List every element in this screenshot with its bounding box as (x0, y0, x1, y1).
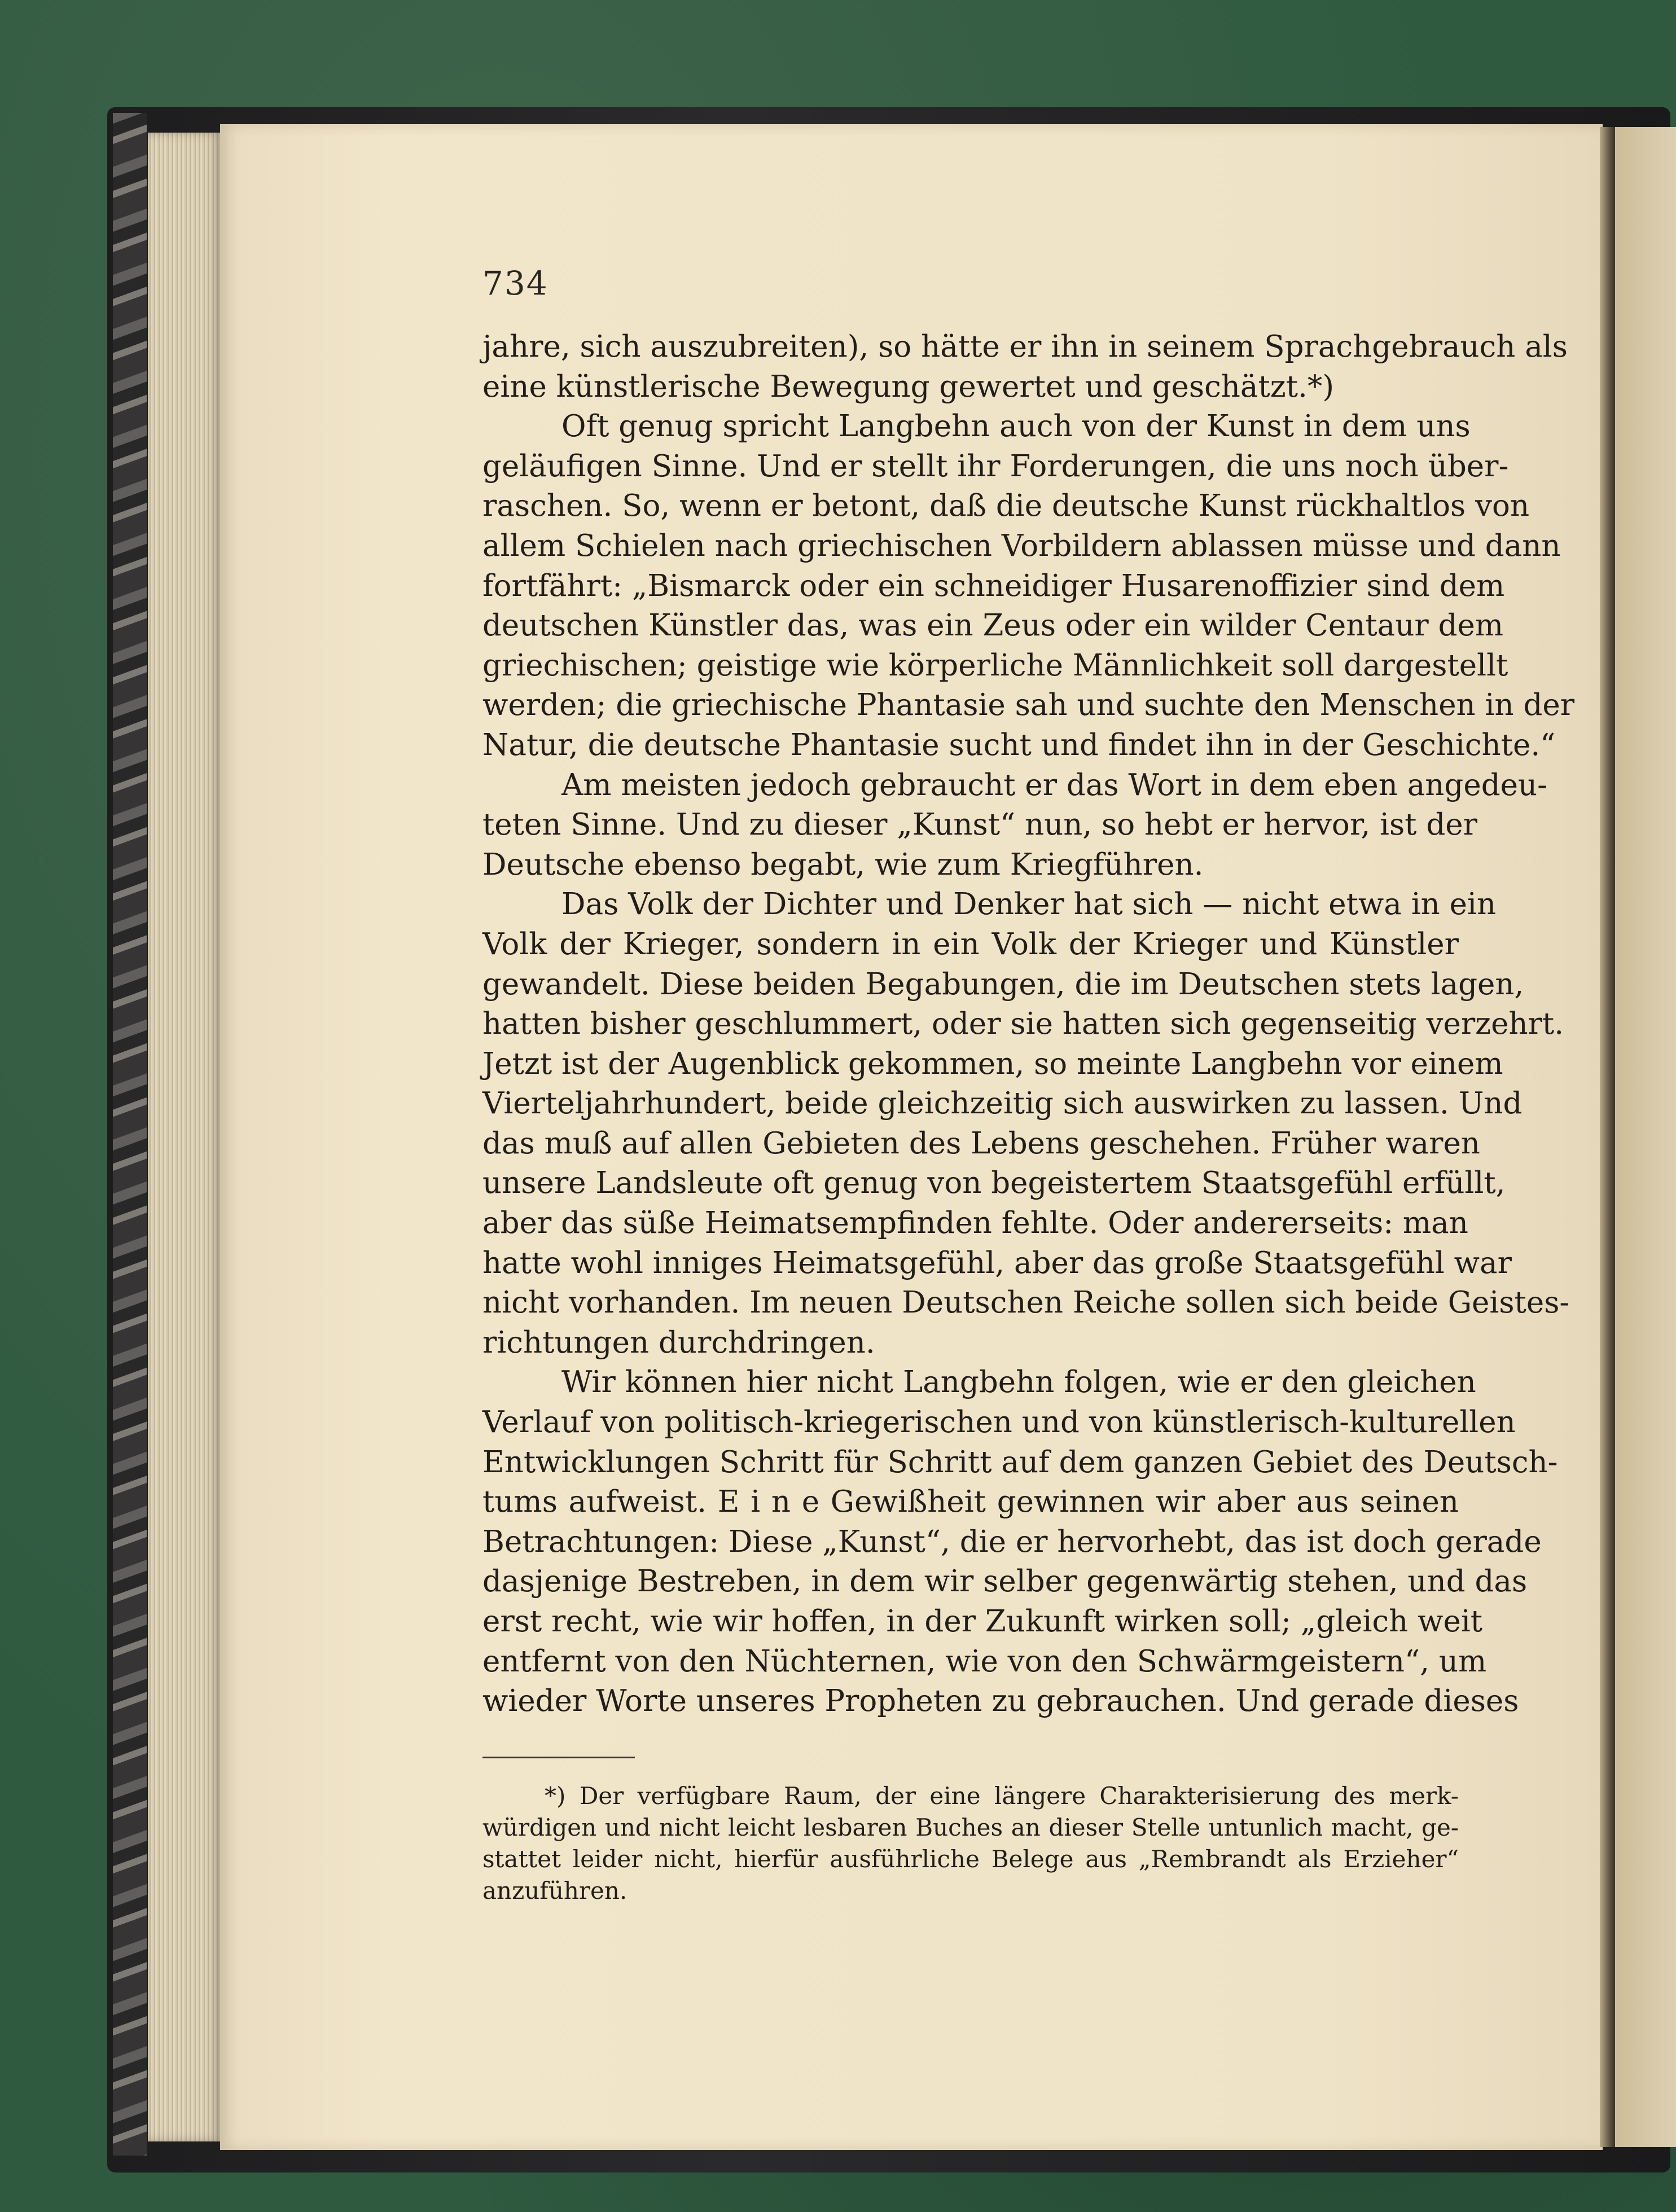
text-line: tums aufweist. E i n e Gewißheit gewinnen wir aber aus seinen (482, 1485, 1459, 1520)
text-line: hatte wohl inniges Heimatsgefühl, aber das große Staatsgefühl war (482, 1245, 1512, 1280)
text-line: hatten bisher geschlummert, oder sie hatten sich gegenseitig verzehrt. (482, 1007, 1564, 1042)
text-line: Oft genug spricht Langbehn auch von der Kunst in dem uns (561, 409, 1471, 444)
text-line: das muß auf allen Gebieten des Lebens geschehen. Früher waren (482, 1126, 1480, 1161)
text-line: nicht vorhanden. Im neuen Deutschen Reiche sollen sich beide Geistes- (482, 1285, 1570, 1320)
text-line: dasjenige Bestreben, in dem wir selber gegenwärtig stehen, und das (482, 1564, 1528, 1599)
text-line: Vierteljahrhundert, beide gleichzeitig sich auswirken zu lassen. Und (482, 1086, 1523, 1121)
text-line: Natur, die deutsche Phantasie sucht und findet ihn in der Geschichte.“ (482, 727, 1556, 762)
text-line: Am meisten jedoch gebraucht er das Wort in dem eben angedeu- (561, 767, 1548, 802)
text-line: gewandelt. Diese beiden Begabungen, die im Deutschen stets lagen, (482, 967, 1524, 1002)
text-line: jahre, sich auszubreiten), so hätte er ihn in seinem Sprachgebrauch als (482, 330, 1568, 364)
text-line: Das Volk der Dichter und Denker hat sich — nicht etwa in ein (561, 887, 1497, 922)
text-line: Jetzt ist der Augenblick gekommen, so meinte Langbehn vor einem (482, 1046, 1503, 1081)
text-line: unsere Landsleute oft genug von begeistertem Staatsgefühl erfüllt, (482, 1166, 1506, 1201)
text-line: Volk der Krieger, sondern in ein Volk der Krieger und Künstler (482, 927, 1459, 962)
text-line: Wir können hier nicht Langbehn folgen, wie er den gleichen (561, 1365, 1476, 1400)
footnote-line: anzuführen. (482, 1877, 628, 1904)
text-line: Betrachtungen: Diese „Kunst“, die er hervorhebt, das ist doch gerade (482, 1524, 1542, 1559)
footnote-rule (482, 1757, 635, 1758)
text-line: richtungen durchdringen. (482, 1325, 875, 1360)
text-line: Entwicklungen Schritt für Schritt auf dem ganzen Gebiet des Deutsch- (482, 1445, 1558, 1480)
text-line: entfernt von den Nüchternen, wie von den Schwärmgeistern“, um (482, 1644, 1487, 1679)
page-number: 734 (482, 264, 549, 302)
footnote-line: *) Der verfügbare Raum, der eine längere Charakterisierung des merk- (545, 1782, 1459, 1810)
text-line: Deutsche ebenso begabt, wie zum Kriegführen. (482, 847, 1204, 882)
text-line: werden; die griechische Phantasie sah und suchte den Menschen in der (482, 688, 1575, 723)
footnote-line: würdigen und nicht leicht lesbaren Buches an dieser Stelle untunlich macht, ge- (482, 1814, 1459, 1841)
text-line: deutschen Künstler das, was ein Zeus oder ein wilder Centaur dem (482, 608, 1504, 643)
text-line: aber das süße Heimatsempfinden fehlte. Oder andererseits: man (482, 1206, 1468, 1241)
text-line: eine künstlerische Bewegung gewertet und geschätzt.*) (482, 369, 1335, 404)
text-line: erst recht, wie wir hoffen, in der Zukunft wirken soll; „gleich weit (482, 1604, 1483, 1639)
footnote (482, 1780, 1459, 1907)
text-line: raschen. So, wenn er betont, daß die deutsche Kunst rückhaltlos von (482, 489, 1530, 524)
facing-page-edge (1615, 127, 1676, 2147)
text-line: geläufigen Sinne. Und er stellt ihr Forderungen, die uns noch über- (482, 449, 1509, 484)
text-line: griechischen; geistige wie körperliche Männlichkeit soll dargestellt (482, 648, 1508, 683)
text-line: allem Schielen nach griechischen Vorbildern ablassen müsse und dann (482, 528, 1561, 563)
marbled-edge (113, 113, 147, 2156)
text-line: teten Sinne. Und zu dieser „Kunst“ nun, so hebt er hervor, ist der (482, 807, 1477, 842)
text-line: wieder Worte unseres Propheten zu gebrauchen. Und gerade dieses (482, 1684, 1519, 1719)
book-gutter (1600, 127, 1617, 2147)
body-text (482, 327, 1575, 1722)
text-line: Verlauf von politisch-kriegerischen und von künstlerisch-kulturellen (482, 1405, 1516, 1440)
text-line: fortfährt: „Bismarck oder ein schneidiger Husarenoffizier sind dem (482, 568, 1505, 603)
page-block-edges (148, 133, 221, 2141)
footnote-line: stattet leider nicht, hierfür ausführliche Belege aus „Rembrandt als Erzieher“ (482, 1845, 1459, 1873)
